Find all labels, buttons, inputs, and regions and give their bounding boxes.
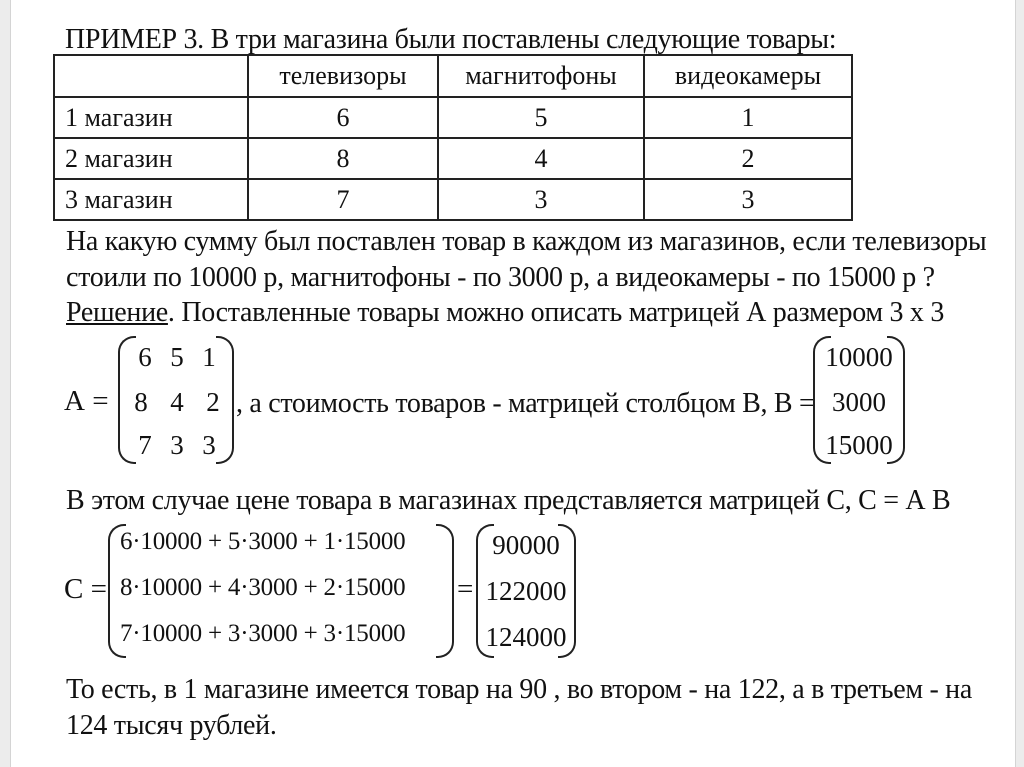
conclusion-line-2: 124 тысяч рублей.: [66, 710, 277, 741]
matrix-a: [118, 336, 234, 464]
table-row: [54, 179, 852, 220]
matrix-expression: 8·10000 + 4·3000 + 2·15000: [120, 574, 406, 601]
goods-table: [53, 54, 853, 221]
equals-sign: =: [457, 573, 474, 605]
price-line: В этом случае цене товара в магазинах представляется матрицей С, С = А В: [66, 485, 951, 516]
store-cell: 2 магазин: [54, 138, 248, 179]
store-cell: 3 магазин: [54, 179, 248, 220]
value-cell: 4: [438, 138, 644, 179]
right-paren: [436, 524, 454, 658]
conclusion-line-1: То есть, в 1 магазине имеется товар на 90 , во втором - на 122, а в третьем - на: [66, 674, 972, 705]
matrix-cell: 5: [170, 342, 184, 372]
slide-frame-right: [1015, 0, 1024, 767]
matrix-b-text: , а стоимость товаров - матрицей столбцом В, В =: [236, 388, 815, 419]
table-header-row: [54, 55, 852, 97]
matrix-b: [813, 336, 905, 464]
solution-label: Решение: [66, 297, 168, 328]
value-cell: 1: [644, 97, 852, 138]
slide-frame-left: [0, 0, 11, 767]
matrix-cell: 7: [138, 430, 152, 460]
value-cell: 3: [644, 179, 852, 220]
matrix-cell: 15000: [825, 430, 893, 460]
solution-text: . Поставленные товары можно описать матрицей А размером 3 х 3: [167, 297, 945, 328]
solution-line: [66, 297, 944, 329]
value-cell: 6: [248, 97, 438, 138]
value-cell: 2: [644, 138, 852, 179]
matrix-cell: 3: [202, 430, 216, 460]
matrix-cell: 10000: [825, 342, 893, 372]
table-row: [54, 97, 852, 138]
matrix-cell: 8: [134, 387, 148, 417]
matrix-cell: 6: [138, 342, 152, 372]
matrix-a-label: А =: [64, 385, 109, 417]
matrix-cell: 90000: [492, 530, 560, 560]
question-line-2: стоили по 10000 р, магнитофоны - по 3000 р, а видеокамеры - по 15000 р ?: [66, 262, 935, 293]
value-cell: 5: [438, 97, 644, 138]
example-title: ПРИМЕР 3. В три магазина были поставлены следующие товары:: [65, 24, 837, 55]
matrix-c-result: [476, 524, 576, 658]
matrix-cell: 1: [202, 342, 216, 372]
table-row: [54, 138, 852, 179]
matrix-cell: 124000: [485, 622, 567, 652]
matrix-c: [108, 524, 454, 658]
value-cell: 7: [248, 179, 438, 220]
value-cell: 8: [248, 138, 438, 179]
value-cell: 3: [438, 179, 644, 220]
question-line-1: На какую сумму был поставлен товар в каждом из магазинов, если телевизоры: [66, 226, 987, 257]
store-cell: 1 магазин: [54, 97, 248, 138]
matrix-expression: 7·10000 + 3·3000 + 3·15000: [120, 620, 406, 647]
table-header-cell: магнитофоны: [438, 55, 644, 97]
matrix-cell: 122000: [485, 576, 567, 606]
table-header-cell: [54, 55, 248, 97]
matrix-cell: 4: [170, 387, 184, 417]
matrix-c-label: С =: [64, 573, 107, 605]
matrix-cell: 3: [170, 430, 184, 460]
matrix-cell: 2: [206, 387, 220, 417]
table-header-cell: телевизоры: [248, 55, 438, 97]
matrix-expression: 6·10000 + 5·3000 + 1·15000: [120, 528, 406, 555]
matrix-cell: 3000: [832, 387, 886, 417]
table-header-cell: видеокамеры: [644, 55, 852, 97]
